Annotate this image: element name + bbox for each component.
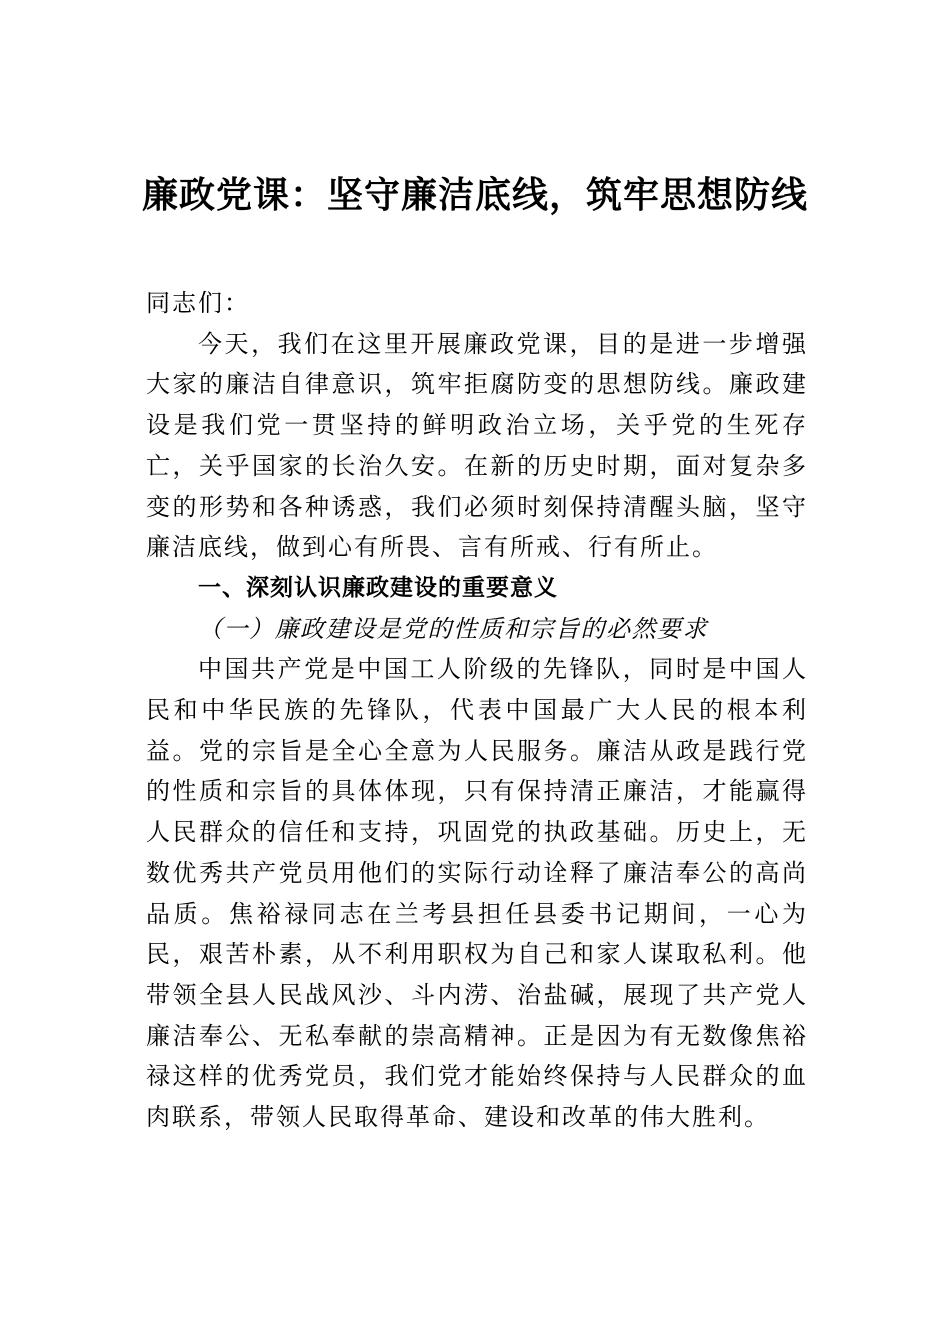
salutation: 同志们：	[146, 289, 250, 317]
subsection-body-1: 中国共产党是中国工人阶级的先锋队，同时是中国人民和中华民族的先锋队，代表中国最广大人民的根本利益。党的宗旨是全心全意为人民服务。廉洁从政是践行党的性质和宗旨的具体体现，只有保持清正廉洁，才能赢得人民群众的信任和支持，巩固党的执政基础。历史上，无数优秀共产党员用他们的实际行动诠释了廉洁奉公的高尚品质。焦裕禄同志在兰考县担任县委书记期间，一心为民，艰苦朴素，从不利用职权为自己和家人谋取私利。他带领全县人民战风沙、斗内涝、治盐碱，展现了共产党人廉洁奉公、无私奉献的崇高精神。正是因为有无数像焦裕禄这样的优秀党员，我们党才能始终保持与人民群众的血肉联系，带领人民取得革命、建设和改革的伟大胜利。	[146, 655, 808, 1132]
section-heading-1: 一、深刻认识廉政建设的重要意义	[198, 574, 558, 601]
subsection-heading-1: （一）廉政建设是党的性质和宗旨的必然要求	[198, 614, 708, 643]
document-title: 廉政党课：坚守廉洁底线，筑牢思想防线	[141, 174, 808, 216]
document-body	[146, 283, 808, 1138]
intro-paragraph: 今天，我们在这里开展廉政党课，目的是进一步增强大家的廉洁自律意识，筑牢拒腐防变的思想防线。廉政建设是我们党一贯坚持的鲜明政治立场，关乎党的生死存亡，关乎国家的长治久安。在新的历史时期，面对复杂多变的形势和各种诱惑，我们必须时刻保持清醒头脑，坚守廉洁底线，做到心有所畏、言有所戒、行有所止。	[146, 329, 808, 562]
